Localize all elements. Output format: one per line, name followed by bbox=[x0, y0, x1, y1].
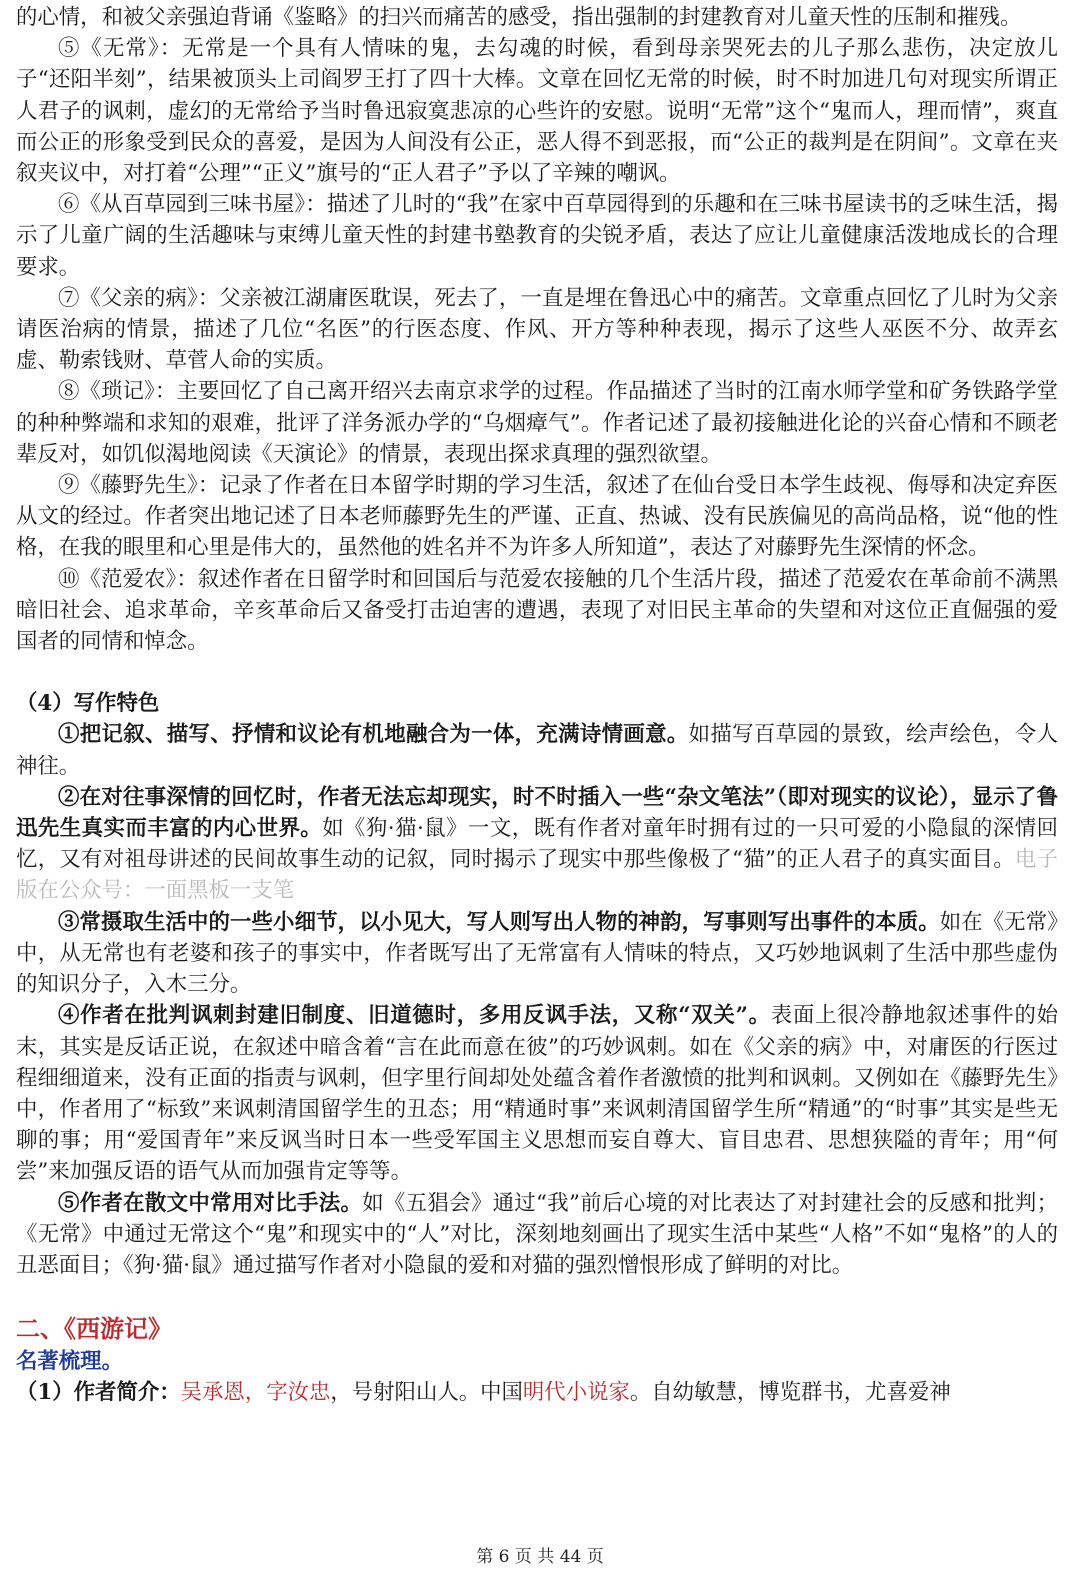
feature-4: ④作者在批判讽刺封建旧制度、旧道德时，多用反讽手法，又称“双关”。表面上很冷静地叙述事件的始末，其实是反话正说，在叙述中暗含着“言在此而意在彼”的巧妙讽刺。如在《父亲的病》中，对庸医的行医过程细细道来，没有正面的指责与讽刺，但字里行间却处处蕴含着作者激愤的批判和讽刺。又例如在《藤野先生》中，作者用了“标致”来讽刺清国留学生的丑态；用“精通时事”来讽刺清国留学生所“精通”的“时事”其实是些无聊的事；用“爱国青年”来反讽当时日本一些受军国主义思想而妄自尊大、盲目忠君、思想狭隘的青年；用“何尝”来加强反语的语气从而加强肯定等等。 bbox=[16, 1003, 1058, 1185]
spacer bbox=[16, 657, 1058, 688]
spacer bbox=[16, 1281, 1058, 1312]
page-content bbox=[16, 0, 1058, 1409]
section-title-xiyouji: 二、《西游记》 bbox=[16, 1314, 172, 1344]
feature-3: ③常摄取生活中的一些小细节，以小见大，写人则写出人物的神韵，写事则写出事件的本质。如在《无常》中，从无常也有老婆和孩子的事实中，作者既写出了无常富有人情味的特点，又巧妙地讽刺了生活中那些虚伪的知识分子，入木三分。 bbox=[16, 909, 1058, 998]
paragraph-fanainong: ⑩《范爱农》：叙述作者在日留学时和回国后与范爱农接触的几个生活片段，描述了范爱农在革命前不满黑暗旧社会、追求革命，辛亥革命后又备受打击迫害的遭遇，表现了对旧民主革命的失望和对这位正直倔强的爱国者的同情和悼念。 bbox=[16, 566, 1058, 655]
feature-1: ①把记叙、描写、抒情和议论有机地融合为一体，充满诗情画意。如描写百草园的景致，绘声绘色，令人神往。 bbox=[16, 722, 1058, 779]
page-footer: 第 6 页 共 44 页 bbox=[476, 1547, 604, 1567]
paragraph-wuchang: ⑤《无常》：无常是一个具有人情味的鬼，去勾魂的时候，看到母亲哭死去的儿子那么悲伤，决定放儿子“还阳半刻”，结果被顶头上司阎罗王打了四十大棒。文章在回忆无常的时候，时不时加进几句对现实所谓正人君子的讽刺，虚幻的无常给予当时鲁迅寂寞悲凉的心些许的安慰。说明“无常”这个“鬼而人，理而情”，爽直而公正的形象受到民众的喜爱，是因为人间没有公正，恶人得不到恶报，而“公正的裁判是在阴间”。文章在夹叙夹议中，对打着“公理”“正义”旗号的“正人君子”予以了辛辣的嘲讽。 bbox=[16, 36, 1058, 187]
paragraph-suoji: ⑧《琐记》：主要回忆了自己离开绍兴去南京求学的过程。作品描述了当时的江南水师学堂和矿务铁路学堂的种种弊端和求知的艰难，批评了洋务派办学的“乌烟瘴气”。作者记述了最初接触进化论的兴奋心情和不顾老辈反对，如饥似渴地阅读《天演论》的情景，表现出探求真理的强烈欲望。 bbox=[16, 379, 1058, 467]
feature-2: ②在对往事深情的回忆时，作者无法忘却现实，时不时插入一些“杂文笔法”（即对现实的议论），显示了鲁迅先生真实而丰富的内心世界。如《狗·猫·鼠》一文，既有作者对童年时拥有过的一只可爱的小隐鼠的深情回忆，又有对祖母讲述的民间故事生动的记叙，同时揭示了现实中那些像极了“猫”的正人君子的真实面目。电子版在公众号：一面黑板一支笔 bbox=[16, 784, 1058, 904]
author-intro: （1）作者简介：吴承恩，字汝忠，号射阳山人。中国明代小说家。自幼敏慧，博览群书，尤喜爱神 bbox=[16, 1380, 951, 1406]
watermark-text: 电子版在公众号：一面黑板一支笔 bbox=[16, 847, 1058, 904]
feature-5: ⑤作者在散文中常用对比手法。如《五猖会》通过“我”前后心境的对比表达了对封建社会的反感和批判；《无常》中通过无常这个“鬼”和现实中的“人”对比，深刻地刻画出了现实生活中某些“人格”不如“鬼格”的人的丑恶面目；《狗·猫·鼠》通过描写作者对小隐鼠的爱和对猫的强烈憎恨形成了鲜明的对比。 bbox=[16, 1190, 1058, 1278]
section-subtitle: 名著梳理。 bbox=[16, 1349, 123, 1375]
writing-heading: （4）写作特色 bbox=[16, 691, 160, 717]
paragraph-baicaoyuan: ⑥《从百草园到三味书屋》：描述了儿时的“我”在家中百草园得到的乐趣和在三味书屋读书的乏味生活，揭示了儿童广阔的生活趣味与束缚儿童天性的封建书塾教育的尖锐矛盾，表达了应让儿童健康活泼地成长的合理要求。 bbox=[16, 192, 1058, 280]
paragraph-fuqin-de-bing: ⑦《父亲的病》：父亲被江湖庸医耽误，死去了，一直是埋在鲁迅心中的痛苦。文章重点回忆了儿时为父亲请医治病的情景，描述了几位“名医”的行医态度、作风、开方等种种表现，揭示了这些人巫医不分、故弄玄虚、勒索钱财、草菅人命的实质。 bbox=[16, 285, 1058, 374]
paragraph-continuation: 的心情，和被父亲强迫背诵《鉴略》的扫兴而痛苦的感受，指出强制的封建教育对儿童天性的压制和摧残。 bbox=[16, 5, 1022, 30]
paragraph-tengye: ⑨《藤野先生》：记录了作者在日本留学时期的学习生活，叙述了在仙台受日本学生歧视、侮辱和决定弃医从文的经过。作者突出地记述了日本老师藤野先生的严谨、正直、热诚、没有民族偏见的高尚品格，说“他的性格，在我的眼里和心里是伟大的，虽然他的姓名并不为许多人所知道”，表达了对藤野先生深情的怀念。 bbox=[16, 473, 1058, 561]
